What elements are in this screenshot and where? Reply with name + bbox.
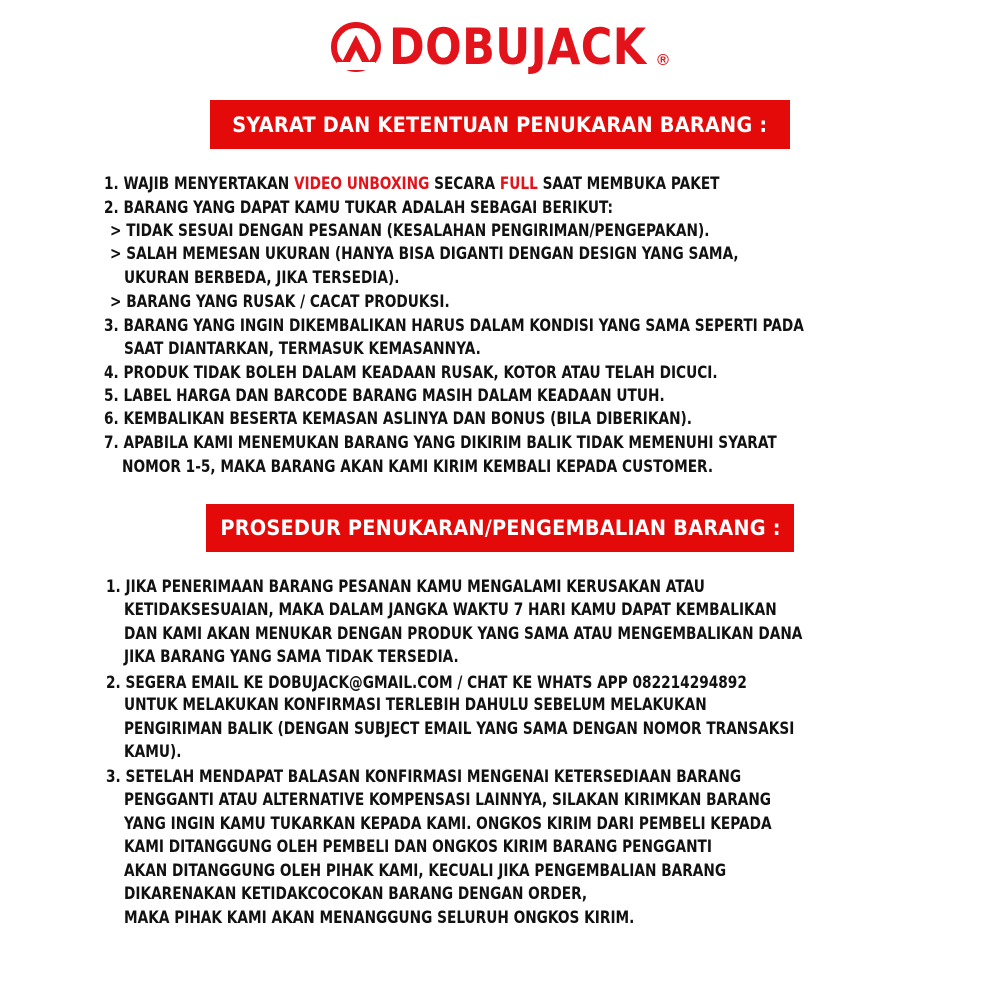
video-unboxing-highlight: VIDEO UNBOXING [293,174,430,193]
procedure-line: 1. JIKA PENERIMAAN BARANG PESANAN KAMU MENGALAMI KERUSAKAN ATAU [106,577,705,596]
terms-item-1-text-3: SAAT MEMBUKA PAKET [537,174,720,193]
procedure-line: UNTUK MELAKUKAN KONFIRMASI TERLEBIH DAHULU SEBELUM MELAKUKAN [124,695,707,714]
brand-name: DOBUJACK [389,18,647,76]
terms-title: SYARAT DAN KETENTUAN PENUKARAN BARANG : [232,112,768,137]
terms-item-1-text-2: SECARA [429,174,500,193]
terms-line: 4. PRODUK TIDAK BOLEH DALAM KEADAAN RUSAK, KOTOR ATAU TELAH DICUCI. [104,363,718,382]
terms-line: UKURAN BERBEDA, JIKA TERSEDIA). [124,268,400,287]
dobujack-logo-icon [331,22,381,72]
terms-line: 2. BARANG YANG DAPAT KAMU TUKAR ADALAH SEBAGAI BERIKUT: [104,198,614,217]
procedure-line: JIKA BARANG YANG SAMA TIDAK TERSEDIA. [124,647,459,666]
terms-line: > SALAH MEMESAN UKURAN (HANYA BISA DIGANTI DENGAN DESIGN YANG SAMA, [110,244,739,263]
terms-line: 7. APABILA KAMI MENEMUKAN BARANG YANG DIKIRIM BALIK TIDAK MEMENUHI SYARAT [104,433,777,452]
procedure-line: AKAN DITANGGUNG OLEH PIHAK KAMI, KECUALI JIKA PENGEMBALIAN BARANG [124,861,727,880]
terms-line: 6. KEMBALIKAN BESERTA KEMASAN ASLINYA DAN BONUS (BILA DIBERIKAN). [104,409,693,428]
terms-line: 3. BARANG YANG INGIN DIKEMBALIKAN HARUS DALAM KONDISI YANG SAMA SEPERTI PADA [104,316,804,335]
full-highlight: FULL [499,174,538,193]
procedure-line: DAN KAMI AKAN MENUKAR DENGAN PRODUK YANG SAMA ATAU MENGEMBALIKAN DANA [124,624,803,643]
procedure-line: YANG INGIN KAMU TUKARKAN KEPADA KAMI. ONGKOS KIRIM DARI PEMBELI KEPADA [124,814,772,833]
procedure-line: DIKARENAKAN KETIDAKCOCOKAN BARANG DENGAN ORDER, [124,884,588,903]
terms-title-banner [210,100,790,149]
terms-item-1 [104,173,720,195]
procedure-line: PENGGANTI ATAU ALTERNATIVE KOMPENSASI LAINNYA, SILAKAN KIRIMKAN BARANG [124,790,772,809]
procedure-line: MAKA PIHAK KAMI AKAN MENANGGUNG SELURUH ONGKOS KIRIM. [124,908,635,927]
terms-item-1-text: 1. WAJIB MENYERTAKAN [104,174,294,193]
terms-line: 5. LABEL HARGA DAN BARCODE BARANG MASIH DALAM KEADAAN UTUH. [104,386,665,405]
brand-logo [0,18,1000,76]
procedure-line: KAMU). [124,742,182,761]
procedure-line: KETIDAKSESUAIAN, MAKA DALAM JANGKA WAKTU 7 HARI KAMU DAPAT KEMBALIKAN [124,600,777,619]
procedure-line: 2. SEGERA EMAIL KE DOBUJACK@GMAIL.COM / CHAT KE WHATS APP 082214294892 [106,673,747,692]
terms-line: > TIDAK SESUAI DENGAN PESANAN (KESALAHAN PENGIRIMAN/PENGEPAKAN). [110,221,710,240]
procedure-title-banner [206,504,794,552]
registered-mark: ® [657,52,669,69]
procedure-line: 3. SETELAH MENDAPAT BALASAN KONFIRMASI MENGENAI KETERSEDIAAN BARANG [106,767,742,786]
terms-line: SAAT DIANTARKAN, TERMASUK KEMASANNYA. [124,339,481,358]
procedure-line: PENGIRIMAN BALIK (DENGAN SUBJECT EMAIL YANG SAMA DENGAN NOMOR TRANSAKSI [124,719,795,738]
terms-line: > BARANG YANG RUSAK / CACAT PRODUKSI. [110,292,450,311]
procedure-line: KAMI DITANGGUNG OLEH PEMBELI DAN ONGKOS KIRIM BARANG PENGGANTI [124,837,712,856]
terms-line: NOMOR 1-5, MAKA BARANG AKAN KAMI KIRIM KEMBALI KEPADA CUSTOMER. [122,457,714,476]
procedure-title: PROSEDUR PENUKARAN/PENGEMBALIAN BARANG : [219,516,781,540]
